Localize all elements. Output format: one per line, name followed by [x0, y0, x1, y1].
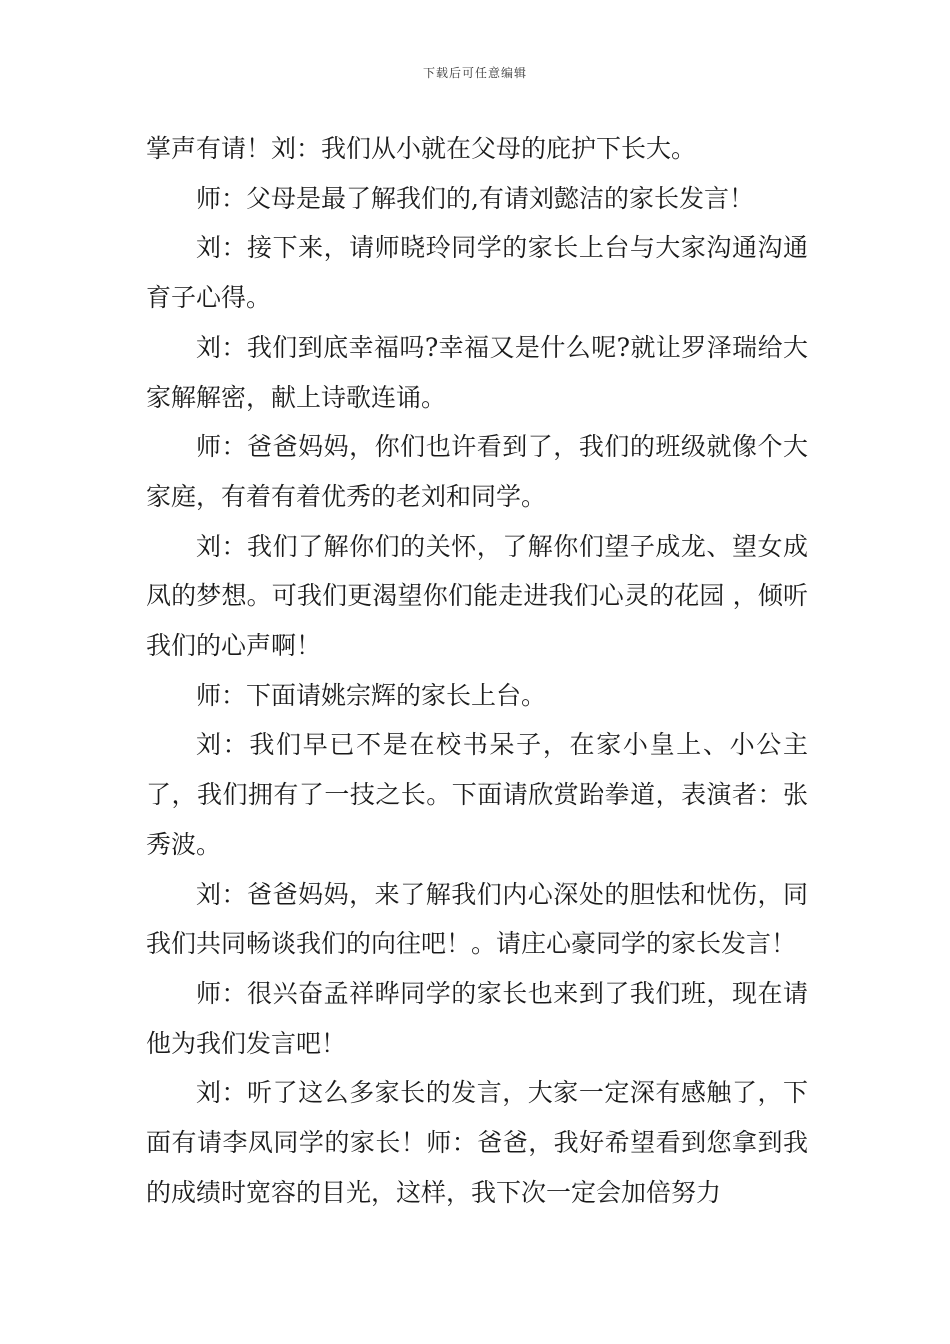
paragraph: 刘：我们到底幸福吗?幸福又是什么呢?就让罗泽瑞给大家解解密，献上诗歌连诵。 [146, 332, 808, 412]
paragraph: 师：下面请姚宗辉的家长上台。 [196, 680, 547, 710]
page-header-note: 下载后可任意编辑 [422, 66, 527, 80]
paragraph: 刘：接下来，请师晓玲同学的家长上台与大家沟通沟通育子心得。 [146, 233, 808, 313]
paragraph: 师：很兴奋孟祥晔同学的家长也来到了我们班，现在请他为我们发言吧！ [146, 978, 808, 1058]
paragraph: 师：父母是最了解我们的,有请刘懿洁的家长发言！ [196, 183, 754, 213]
paragraph: 刘：我们了解你们的关怀，了解你们望子成龙、望女成凤的梦想。可我们更渴望你们能走进我们心灵的花园 ，倾听我们的心声啊！ [146, 531, 808, 661]
paragraph: 掌声有请！刘：我们从小就在父母的庇护下长大。 [146, 134, 697, 163]
paragraph: 师：爸爸妈妈，你们也许看到了，我们的班级就像个大家庭，有着有着优秀的老刘和同学。 [146, 432, 808, 511]
paragraph: 刘：我们早已不是在校书呆子，在家小皇上、小公主了，我们拥有了一技之长。下面请欣赏跆拳道，表演者：张秀波。 [146, 730, 808, 859]
paragraph: 刘：爸爸妈妈，来了解我们内心深处的胆怯和忧伤，同我们共同畅谈我们的向往吧！。请庄心豪同学的家长发言！ [146, 879, 808, 959]
document-body [146, 124, 808, 1217]
paragraph: 刘：听了这么多家长的发言，大家一定深有感触了，下面有请李凤同学的家长！师：爸爸，我好希望看到您拿到我的成绩时宽容的目光，这样，我下次一定会加倍努力 [146, 1078, 808, 1207]
